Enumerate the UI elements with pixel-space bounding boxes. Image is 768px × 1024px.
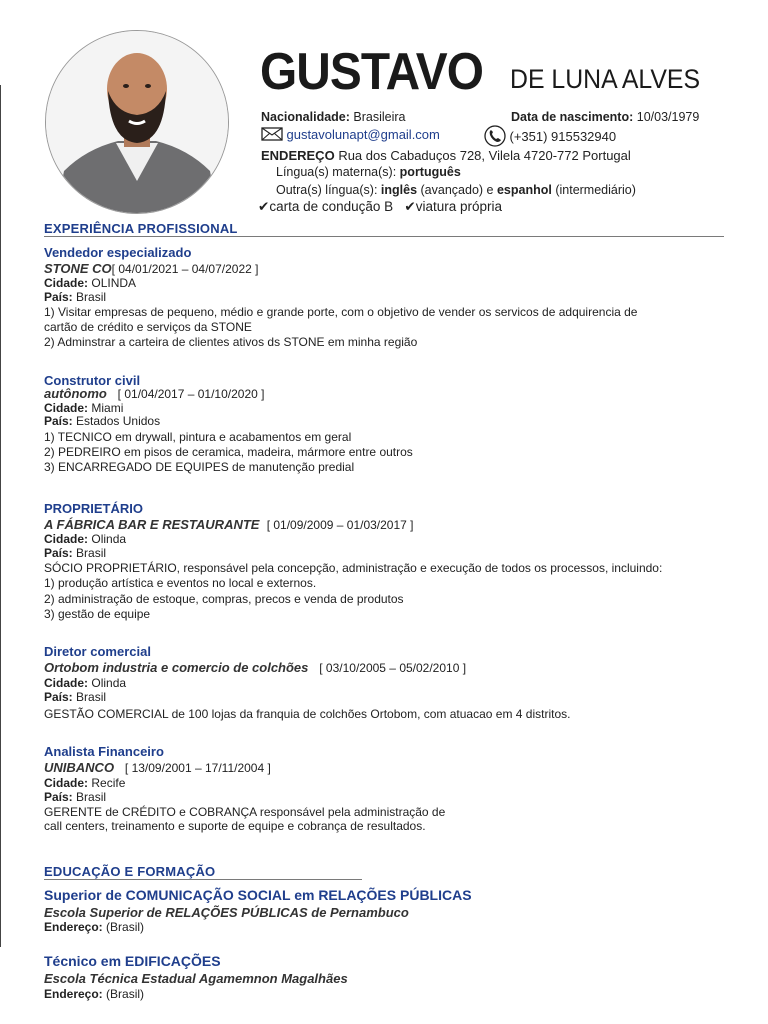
email-line [261, 127, 440, 144]
checks-line [258, 199, 502, 215]
check-mark-icon: ✔ [258, 199, 270, 214]
job-desc-line: GERENTE de CRÉDITO e COBRANÇA responsável pela administração de [44, 805, 446, 819]
education-school: Escola Superior de RELAÇÕES PÚBLICAS de Pernambuco [44, 905, 409, 920]
job-desc-line: 3) ENCARREGADO DE EQUIPES de manutenção predial [44, 460, 355, 474]
address-value: Rua dos Cabaduços 728, Vilela 4720-772 Portugal [338, 148, 631, 163]
job-desc-line: cartão de crédito e serviços da STONE [44, 320, 252, 334]
job-city: Cidade: Olinda [44, 676, 127, 690]
address-line [261, 148, 631, 163]
job-company: A FÁBRICA BAR E RESTAURANTE [44, 517, 260, 532]
job-company: STONE CO [44, 261, 112, 276]
job-title: PROPRIETÁRIO [44, 501, 143, 516]
job-city: Cidade: OLINDA [44, 276, 137, 290]
envelope-icon [261, 127, 283, 144]
job-city: Cidade: Recife [44, 776, 126, 790]
job-title: Analista Financeiro [44, 744, 164, 759]
other-languages-line [276, 183, 636, 197]
job-dates: [ 03/10/2005 – 05/02/2010 ] [319, 661, 467, 675]
lang1: inglês [380, 183, 418, 197]
job-company: autônomo [44, 386, 107, 401]
last-name: DE LUNA ALVES [510, 64, 701, 94]
job-desc-line: 1) Visitar empresas de pequeno, médio e grande porte, com o objetivo de vender os servicos de adquirencia de [44, 305, 638, 319]
job-dates: [ 01/09/2009 – 01/03/2017 ] [266, 518, 414, 532]
nationality-label: Nacionalidade: [261, 110, 350, 124]
job-company: UNIBANCO [44, 760, 115, 775]
job-country: País: Brasil [44, 690, 107, 704]
experience-heading: EXPERIÊNCIA PROFISSIONAL [44, 221, 238, 236]
job-company-line [44, 760, 271, 775]
education-address: Endereço: (Brasil) [44, 920, 145, 934]
job-country: País: Estados Unidos [44, 414, 161, 428]
job-dates: [ 01/04/2017 – 01/10/2020 ] [117, 387, 265, 401]
lang2-level: (intermediário) [555, 183, 636, 197]
license-item: carta de condução B [269, 199, 394, 214]
left-border-line [0, 85, 1, 947]
birth-line [511, 110, 699, 124]
lang2: espanhol [496, 183, 552, 197]
phone-value: (+351) 915532940 [509, 128, 617, 144]
job-desc-line: 2) PEDREIRO em pisos de ceramica, madeira, mármore entre outros [44, 445, 413, 459]
vehicle-item: viatura própria [415, 199, 503, 214]
job-desc-line: SÓCIO PROPRIETÁRIO, responsável pela concepção, administração e execução de todos os processos, incluindo: [44, 561, 663, 575]
job-desc-line: GESTÃO COMERCIAL de 100 lojas da franquia de colchões Ortobom, com atuacao em 4 distritos. [44, 707, 571, 721]
check-mark-icon: ✔ [404, 199, 416, 214]
job-desc-line: 1) TECNICO em drywall, pintura e acabamentos em geral [44, 430, 352, 444]
job-title: Construtor civil [44, 373, 141, 388]
job-dates: [ 13/09/2001 – 17/11/2004 ] [124, 761, 271, 775]
job-company-line [44, 386, 264, 401]
job-company: Ortobom industria e comercio de colchões [44, 660, 309, 675]
job-company-line [44, 517, 414, 532]
lang1-level: (avançado) e [420, 183, 494, 197]
job-city: Cidade: Miami [44, 401, 124, 415]
education-school: Escola Técnica Estadual Agamemnon Magalhães [44, 971, 348, 986]
job-company-line [44, 660, 466, 675]
mother-tongue-label: Língua(s) materna(s): [276, 165, 397, 179]
birth-value: 10/03/1979 [636, 110, 700, 124]
education-heading: EDUCAÇÃO E FORMAÇÃO [44, 864, 216, 879]
job-company-line [44, 261, 258, 276]
experience-rule [44, 236, 724, 237]
nationality-value: Brasileira [353, 110, 406, 124]
job-country: País: Brasil [44, 790, 107, 804]
education-title: Superior de COMUNICAÇÃO SOCIAL em RELAÇÕES PÚBLICAS [44, 887, 472, 903]
phone-line [484, 125, 616, 150]
education-rule [44, 879, 362, 880]
email-link[interactable]: gustavolunapt@gmail.com [286, 127, 440, 142]
job-city: Cidade: Olinda [44, 532, 127, 546]
mother-tongue-line [276, 165, 461, 179]
job-desc-line: 3) gestão de equipe [44, 607, 151, 621]
first-name: GUSTAVO [260, 43, 484, 101]
job-desc-line: 1) produção artística e eventos no local e externos. [44, 576, 317, 590]
mother-tongue-value: português [399, 165, 461, 179]
job-desc-line: call centers, treinamento e suporte de equipe e cobrança de resultados. [44, 819, 426, 833]
job-title: Diretor comercial [44, 644, 151, 659]
job-country: País: Brasil [44, 290, 107, 304]
profile-photo [45, 30, 229, 214]
job-desc-line: 2) Adminstrar a carteira de clientes ativos ds STONE em minha região [44, 335, 418, 349]
job-dates: [ 04/01/2021 – 04/07/2022 ] [111, 262, 259, 276]
job-title: Vendedor especializado [44, 245, 192, 260]
phone-icon [484, 125, 506, 150]
birth-label: Data de nascimento: [511, 110, 634, 124]
nationality-line [261, 110, 406, 124]
job-country: País: Brasil [44, 546, 107, 560]
address-label: ENDEREÇO [261, 148, 335, 163]
job-desc-line: 2) administração de estoque, compras, precos e venda de produtos [44, 592, 404, 606]
other-lang-label: Outra(s) língua(s): [276, 183, 378, 197]
education-address: Endereço: (Brasil) [44, 987, 145, 1001]
education-title: Técnico em EDIFICAÇÕES [44, 953, 221, 969]
